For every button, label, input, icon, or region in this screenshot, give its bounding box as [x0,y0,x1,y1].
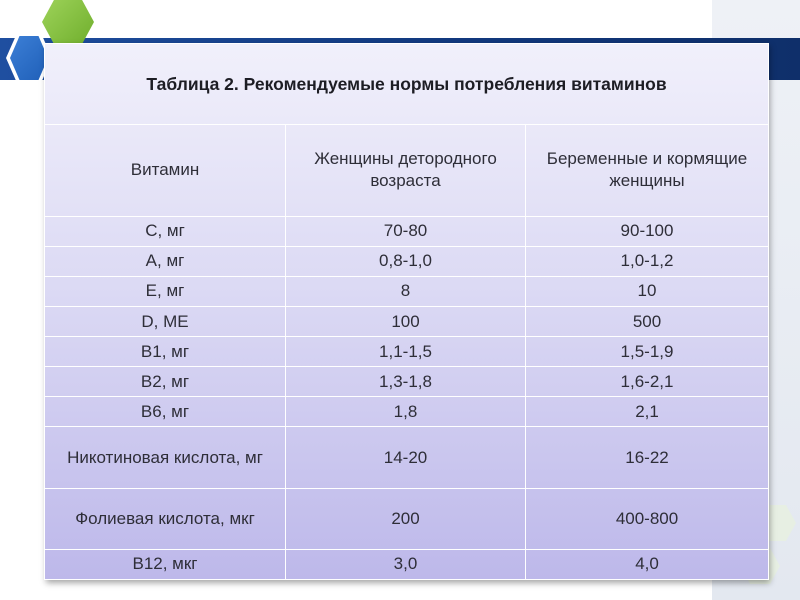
table-row [45,427,769,488]
vitamin-cell: Е, мг [45,276,286,306]
vitamin-cell: В12, мкг [45,549,286,579]
women-value-cell: 1,3-1,8 [286,367,526,397]
pregnant-value-cell: 1,6-2,1 [526,367,769,397]
table-row [45,337,769,367]
vitamin-table-panel [44,43,768,580]
vitamin-cell: С, мг [45,216,286,246]
pregnant-value-cell: 90-100 [526,216,769,246]
vitamin-cell: В1, мг [45,337,286,367]
vitamin-cell: В6, мг [45,397,286,427]
table-row [45,397,769,427]
table-header-row [45,125,769,216]
table-row [45,488,769,549]
table-row [45,367,769,397]
table-title: Таблица 2. Рекомендуемые нормы потребления витаминов [45,44,769,125]
pregnant-value-cell: 400-800 [526,488,769,549]
women-value-cell: 1,8 [286,397,526,427]
table-row [45,276,769,306]
vitamin-cell: А, мг [45,246,286,276]
pregnant-value-cell: 16-22 [526,427,769,488]
table-row [45,306,769,336]
pregnant-value-cell: 4,0 [526,549,769,579]
vitamin-cell: Никотиновая кислота, мг [45,427,286,488]
table-title-row [45,44,769,125]
women-value-cell: 1,1-1,5 [286,337,526,367]
women-value-cell: 14-20 [286,427,526,488]
women-value-cell: 70-80 [286,216,526,246]
table-row [45,216,769,246]
pregnant-value-cell: 10 [526,276,769,306]
women-value-cell: 8 [286,276,526,306]
vitamin-cell: D, МЕ [45,306,286,336]
vitamin-cell: В2, мг [45,367,286,397]
women-value-cell: 100 [286,306,526,336]
pregnant-value-cell: 500 [526,306,769,336]
women-value-cell: 3,0 [286,549,526,579]
header-women-childbearing-age: Женщины детородного возраста [286,125,526,216]
vitamin-cell: Фолиевая кислота, мкг [45,488,286,549]
table-row [45,549,769,579]
women-value-cell: 0,8-1,0 [286,246,526,276]
pregnant-value-cell: 2,1 [526,397,769,427]
pregnant-value-cell: 1,0-1,2 [526,246,769,276]
vitamin-table [44,43,769,580]
women-value-cell: 200 [286,488,526,549]
header-pregnant-nursing: Беременные и кормящие женщины [526,125,769,216]
header-vitamin: Витамин [45,125,286,216]
pregnant-value-cell: 1,5-1,9 [526,337,769,367]
table-row [45,246,769,276]
